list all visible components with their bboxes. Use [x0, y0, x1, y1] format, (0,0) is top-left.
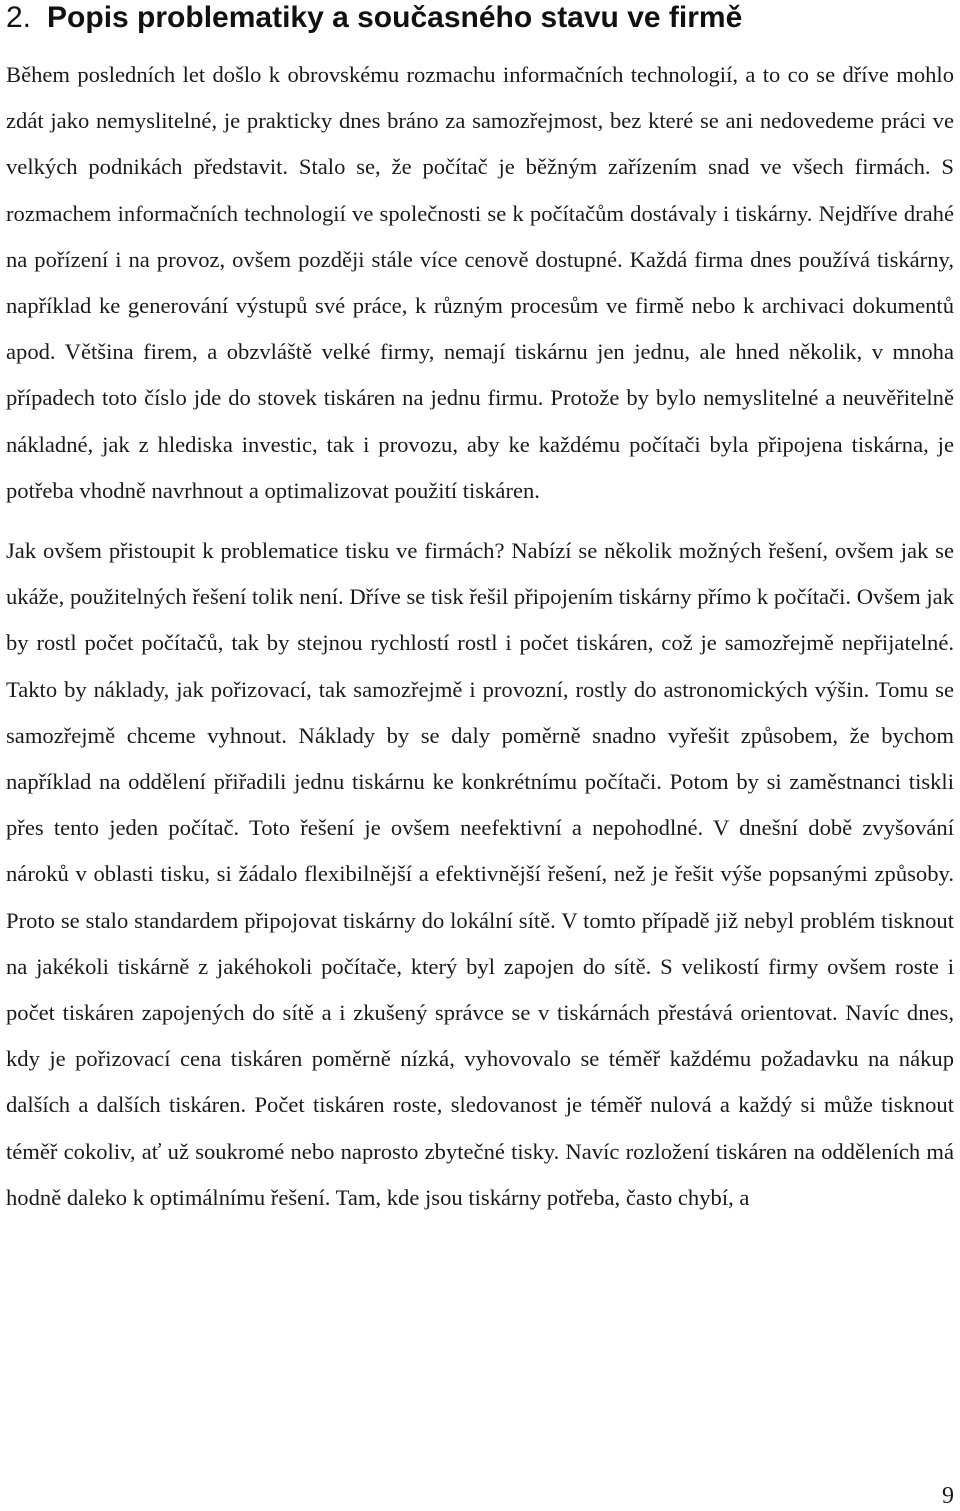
section-title: Popis problematiky a současného stavu ve firmě	[47, 1, 743, 34]
body-paragraph-2: Jak ovšem přistoupit k problematice tisku ve firmách? Nabízí se několik možných řešení, ovšem jak se ukáže, použitelných řešení tolik není. Dříve se tisk řešil připojením tiskárny přímo k počítači. Ovšem jak by rostl počet počítačů, tak by stejnou rychlostí rostl i počet tiskáren, což je samozřejmě nepřijatelné. Takto by náklady, jak pořizovací, tak samozřejmě i provozní, rostly do astronomických výšin. Tomu se samozřejmě chceme vyhnout. Náklady by se daly poměrně snadno vyřešit způsobem, že bychom například na oddělení přiřadili jednu tiskárnu ke konkrétnímu počítači. Potom by si zaměstnanci tiskli přes tento jeden počítač. Toto řešení je ovšem neefektivní a nepohodlné. V dnešní době zvyšování nároků v oblasti tisku, si žádalo flexibilnější a efektivnější řešení, než je řešit výše popsanými způsoby. Proto se stalo standardem připojovat tiskárny do lokální sítě. V tomto případě již nebyl problém tisknout na jakékoli tiskárně z jakéhokoli počítače, který byl zapojen do sítě. S velikostí firmy ovšem roste i počet tiskáren zapojených do sítě a i zkušený správce se v tiskárnách přestává orientovat. Navíc dnes, kdy je pořizovací cena tiskáren poměrně nízká, vyhovovalo se téměř každému požadavku na nákup dalších a dalších tiskáren. Počet tiskáren roste, sledovanost je téměř nulová a každý si může tisknout téměř cokoliv, ať už soukromé nebo naprosto zbytečné tisky. Navíc rozložení tiskáren na odděleních má hodně daleko k optimálnímu řešení. Tam, kde jsou tiskárny potřeba, často chybí, a	[6, 538, 954, 1210]
section-number: 2.	[6, 1, 32, 34]
page-number: 9	[942, 1483, 954, 1509]
body-paragraph-1: Během posledních let došlo k obrovskému rozmachu informačních technologií, a to co se dříve mohlo zdát jako nemyslitelné, je prakticky dnes bráno za samozřejmost, bez které se ani nedovedeme práci ve velkých podnikách představit. Stalo se, že počítač je běžným zařízením snad ve všech firmách. S rozmachem informačních technologií ve společnosti se k počítačům dostávaly i tiskárny. Nejdříve drahé na pořízení i na provoz, ovšem později stále více cenově dostupné. Každá firma dnes používá tiskárny, například ke generování výstupů své práce, k různým procesům ve firmě nebo k archivaci dokumentů apod. Většina firem, a obzvláště velké firmy, nemají tiskárnu jen jednu, ale hned několik, v mnoha případech toto číslo jde do stovek tiskáren na jednu firmu. Protože by bylo nemyslitelné a neuvěřitelně nákladné, jak z hlediska investic, tak i provozu, aby ke každému počítači byla připojena tiskárna, je potřeba vhodně navrhnout a optimalizovat použití tiskáren.	[6, 62, 954, 503]
section-heading	[6, 0, 954, 40]
document-page	[6, 0, 954, 1221]
